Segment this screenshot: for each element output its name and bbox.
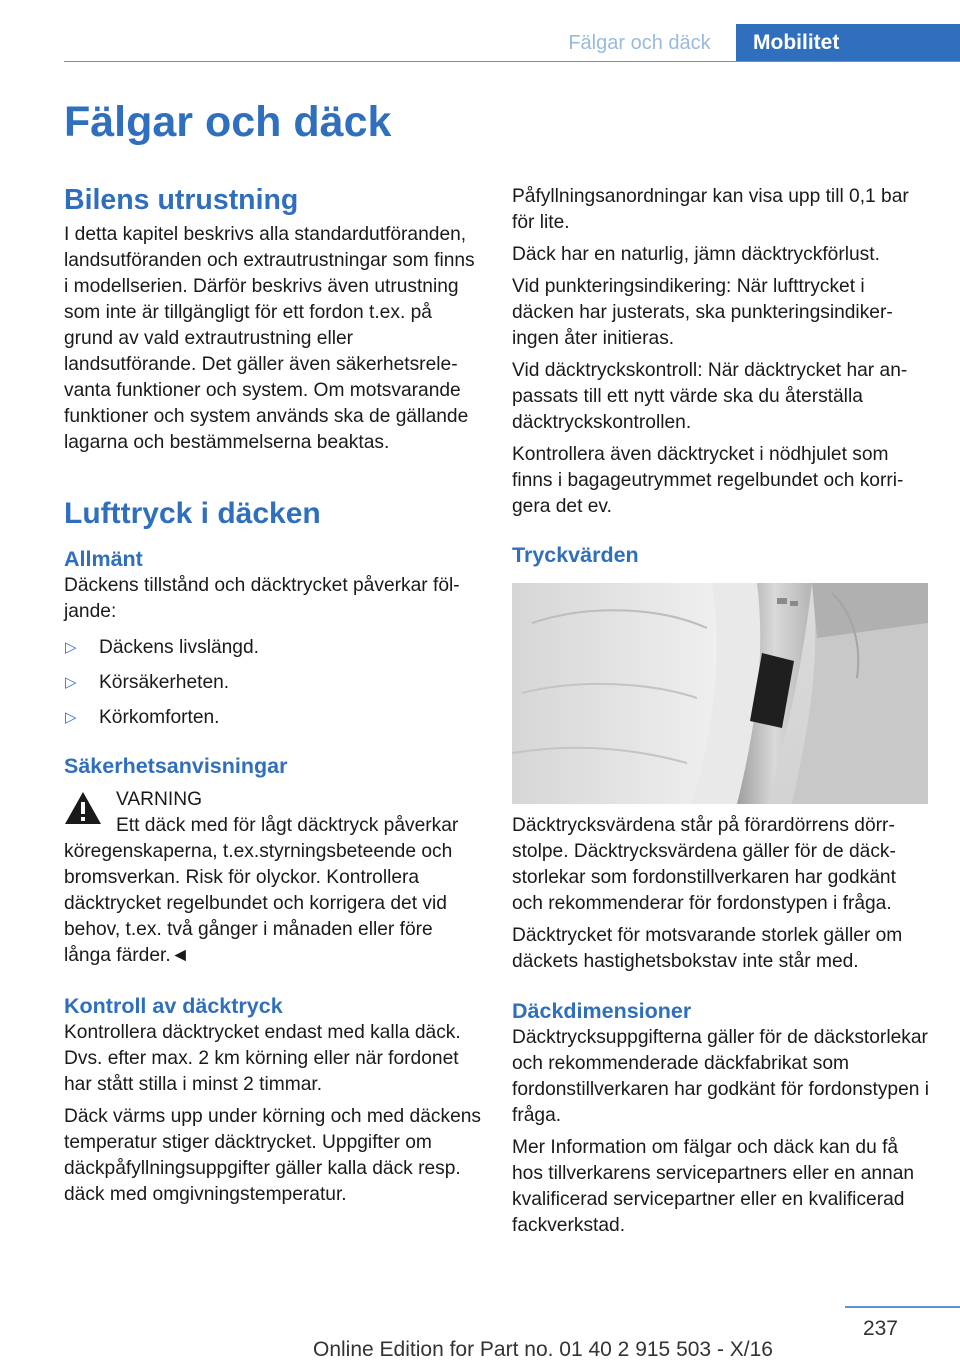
- bullet-icon: ▷: [65, 709, 77, 726]
- check-text-1: Kontrollera däcktrycket endast med kalla däck. Dvs. efter max. 2 km körning eller när fordonet har stått stilla i minst 2 timmar.: [64, 1022, 461, 1095]
- general-text: Däckens tillstånd och däcktrycket påverkar följande:: [64, 575, 460, 622]
- right-column: [512, 184, 930, 1245]
- list-item-text: Körsäkerheten.: [99, 672, 230, 693]
- page-number: 237: [862, 1317, 898, 1340]
- list-item-text: Däckens livslängd.: [99, 637, 259, 658]
- values-text-2: Däcktrycket för motsvarande storlek gäller om däckets hastighetsbokstav inte står med.: [512, 925, 903, 972]
- bullet-icon: ▷: [65, 639, 77, 656]
- page-title: Fälgar och däck: [64, 98, 392, 146]
- left-column: [64, 182, 482, 1214]
- equipment-text: I detta kapitel beskrivs alla standardutföranden, landsutföranden och extrautrustningar som finns i modellserien. Därför beskrivs även utrustning som inte är tillgängligt för ett fordon t.ex. på grund av vald extrautrustning eller landsutförande. Det gäller även säkerhetsrelevanta funktioner och system. Om motsvarande funktioner och system används ska de gällande lagarna och bestämmelserna beaktas.: [64, 224, 475, 453]
- heading-general: Allmänt: [64, 547, 143, 571]
- bullet-icon: ▷: [65, 674, 77, 691]
- door-pillar-photo: [512, 583, 928, 804]
- list-item-text: Körkomforten.: [99, 707, 220, 728]
- dimensions-text-1: Däcktrycksuppgifterna gäller för de däckstorlekar och rekommenderade däckfabrikat som fordonstillverkaren har godkänt för fordonstypen i fråga.: [512, 1027, 930, 1126]
- effects-list: [64, 635, 482, 731]
- warning-block: [64, 787, 482, 969]
- warning-triangle-icon: [64, 791, 102, 825]
- warning-label: VARNING: [116, 789, 202, 810]
- heading-pressure-values: Tryckvärden: [512, 543, 639, 567]
- inflator-text: Påfyllningsanordningar kan visa upp till 0,1 bar för lite.: [512, 186, 909, 233]
- list-item: [64, 705, 482, 731]
- spare-wheel-text: Kontrollera även däcktrycket i nödhjulet som finns i bagageutrymmet regelbundet och korrigera det ev.: [512, 444, 904, 517]
- flat-indicator-text: Vid punkteringsindikering: När lufttrycket i däcken har justerats, ska punkteringsindikeringen åter initieras.: [512, 276, 893, 349]
- check-text-2: Däck värms upp under körning och med däckens temperatur stiger däcktrycket. Uppgifter om däckpåfyllningsuppgifter gäller kalla däck resp. däck med omgivningstemperatur.: [64, 1106, 482, 1205]
- header-chapter-tab: Mobilitet: [736, 24, 960, 62]
- dimensions-text-2: Mer Information om fälgar och däck kan du få hos tillverkarens servicepartners eller en annan kvalificerad servicepartner eller en kvalificerad fackverkstad.: [512, 1137, 915, 1236]
- heading-safety: Säkerhetsanvisningar: [64, 754, 288, 778]
- footer-edition: Online Edition for Part no. 01 40 2 915 503 - X/16: [313, 1338, 773, 1361]
- pressure-monitor-text: Vid däcktryckskontroll: När däcktrycket har anpassats till ett nytt värde ska du återställa däcktryckskontrollen.: [512, 360, 908, 433]
- header-rule: [64, 61, 960, 62]
- heading-tire-dimensions: Däckdimensioner: [512, 999, 692, 1023]
- heading-pressure-check: Kontroll av däcktryck: [64, 994, 283, 1018]
- heading-equipment: Bilens utrustning: [64, 184, 299, 216]
- warning-text-first: Ett däck med för lågt däcktryck påverkar: [116, 815, 459, 836]
- pressure-loss-text: Däck har en naturlig, jämn däcktryckförlust.: [512, 244, 880, 265]
- heading-tire-pressure: Lufttryck i däcken: [64, 497, 321, 530]
- warning-text: köregenskaperna, t.ex.styrningsbeteende och bromsverkan. Risk för olyckor. Kontrollera däcktrycket regelbundet och korrigera det vid behov, t.ex. två gånger i månaden eller före långa färder.◄: [64, 841, 453, 966]
- header-section-tab: Fälgar och däck: [568, 32, 711, 54]
- list-item: [64, 635, 482, 661]
- list-item: [64, 670, 482, 696]
- footer-rule: [845, 1306, 960, 1308]
- values-text-1: Däcktrycksvärdena står på förardörrens dörrstolpe. Däcktrycksvärdena gäller för de däckstorlekar som fordonstillverkaren har godkänt och rekommenderar för fordonstypen i fråga.: [512, 815, 896, 914]
